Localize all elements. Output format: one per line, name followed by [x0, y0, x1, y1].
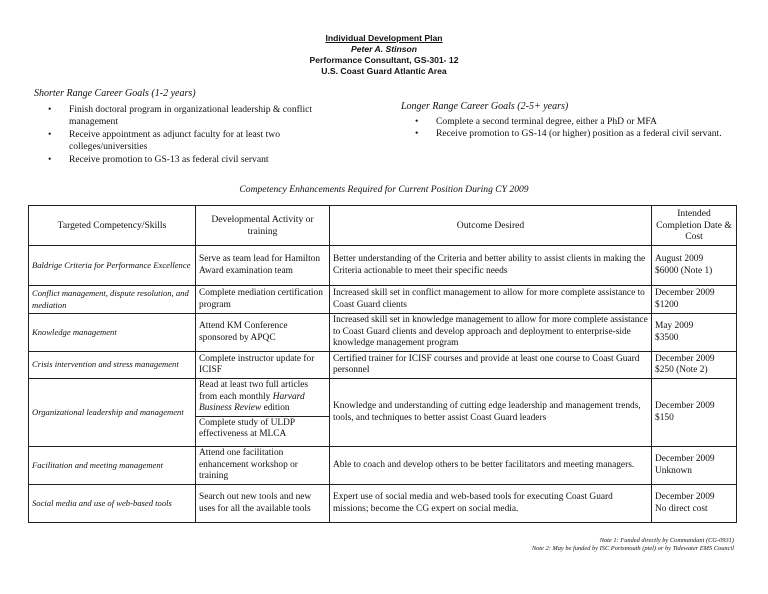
footnotes [532, 537, 734, 554]
list-item: • Receive promotion to GS-13 as federal civil servant [34, 154, 344, 166]
date-cost-cell [652, 485, 737, 523]
competency-cell: Baldrige Criteria for Performance Excellence [29, 246, 196, 286]
longer-goals-list [401, 116, 731, 141]
shorter-goals-title: Shorter Range Career Goals [34, 88, 149, 99]
outcome-cell: Better understanding of the Criteria and better ability to assist clients in making the Criteria actionable to meet their specific needs [330, 246, 652, 286]
publication-title: Harvard Business Review [199, 391, 305, 413]
activity-cell: Search out new tools and new uses for all the available tools [196, 485, 330, 523]
table-row [29, 379, 737, 447]
outcome-cell: Increased skill set in knowledge management to allow for more complete assistance to Coast Guard clients and develop approach and deployment to enterprise-side knowledge management program [330, 314, 652, 352]
outcome-cell: Certified trainer for ICISF courses and provide at least one course to Coast Guard personnel [330, 352, 652, 379]
outcome-cell: Expert use of social media and web-based tools for executing Coast Guard missions; become the CG expert on social media. [330, 485, 652, 523]
outcome-cell: Increased skill set in conflict management to allow for more complete assistance to Coast Guard clients [330, 286, 652, 314]
date-cost-cell [652, 314, 737, 352]
list-item: • Finish doctoral program in organizational leadership & conflict management [34, 104, 344, 129]
cost-text: $1200 [655, 299, 679, 310]
list-item: • Complete a second terminal degree, either a PhD or MFA [401, 116, 731, 128]
longer-goals-title: Longer Range Career Goals [401, 101, 515, 112]
document-header [0, 33, 768, 77]
activity-cell [196, 379, 330, 447]
cost-text: No direct cost [655, 503, 708, 514]
activity-item: Complete study of ULDP effectiveness at MLCA [196, 416, 329, 442]
employee-name: Peter A. Stinson [350, 44, 418, 54]
activity-item [196, 379, 329, 416]
date-text: December 2009 [655, 492, 715, 502]
shorter-goals-heading [34, 88, 196, 99]
cost-text: $250 (Note 2) [655, 365, 708, 375]
shorter-goals-list [34, 104, 344, 166]
activity-cell: Complete mediation certification program [196, 286, 330, 314]
footnote-2: Note 2: May be funded by ISC Portsmouth (ptel) or by Tidewater EMS Council [531, 545, 734, 553]
shorter-goals-range: (1-2 years) [151, 88, 196, 99]
cost-text: $3500 [655, 332, 679, 343]
list-item: • Receive promotion to GS-14 (or higher) position as a federal civil servant. [401, 128, 731, 140]
table-header-row [29, 206, 737, 246]
activity-cell: Complete instructor update for ICISF [196, 352, 330, 379]
footnote-1: Note 1: Funded directly by Commandant (CG-0931) [599, 537, 734, 544]
document-title: Individual Development Plan [325, 33, 443, 43]
competency-cell: Crisis intervention and stress management [29, 352, 196, 379]
date-text: December 2009 [655, 401, 715, 411]
header-activity: Developmental Activity or training [196, 206, 330, 246]
employee-unit: U.S. Coast Guard Atlantic Area [321, 66, 447, 76]
date-cost-cell [652, 246, 737, 286]
header-competency: Targeted Competency/Skills [29, 206, 196, 246]
activity-cell: Attend KM Conference sponsored by APQC [196, 314, 330, 352]
date-cost-cell [652, 352, 737, 379]
table-row [29, 286, 737, 314]
date-cost-cell [652, 447, 737, 485]
date-cost-cell [652, 379, 737, 447]
employee-position: Performance Consultant, GS-301- 12 [309, 55, 459, 65]
header-outcome: Outcome Desired [330, 206, 652, 246]
date-text: August 2009 [655, 254, 704, 264]
table-row [29, 314, 737, 352]
activity-text: edition [261, 403, 290, 413]
table-row [29, 352, 737, 379]
date-text: May 2009 [655, 321, 694, 331]
cost-text: Unknown [655, 465, 692, 476]
table-row [29, 246, 737, 286]
table-row [29, 447, 737, 485]
cost-text: $150 [655, 412, 674, 423]
competency-cell: Conflict management, dispute resolution, and mediation [29, 286, 196, 314]
date-text: December 2009 [655, 288, 715, 298]
date-cost-cell [652, 286, 737, 314]
competency-cell: Knowledge management [29, 314, 196, 352]
longer-goals-heading [401, 101, 568, 112]
activity-cell: Attend one facilitation enhancement workshop or training [196, 447, 330, 485]
longer-goals-range: (2-5+ years) [517, 101, 569, 112]
date-text: December 2009 [655, 353, 715, 364]
competency-cell: Facilitation and meeting management [29, 447, 196, 485]
competency-cell: Organizational leadership and management [29, 379, 196, 447]
list-item: • Receive appointment as adjunct faculty for at least two colleges/universities [34, 129, 344, 154]
outcome-cell: Knowledge and understanding of cutting edge leadership and management trends, tools, and techniques to better assist Coast Guard leaders [330, 379, 652, 447]
table-row [29, 485, 737, 523]
activity-text: Read at least two full articles from each monthly [199, 380, 309, 402]
competency-section-title: Competency Enhancements Required for Current Position During CY 2009 [239, 184, 529, 195]
competency-cell: Social media and use of web-based tools [29, 485, 196, 523]
outcome-cell: Able to coach and develop others to be better facilitators and meeting managers. [330, 447, 652, 485]
date-text: December 2009 [655, 454, 715, 464]
cost-text: $6000 (Note 1) [655, 265, 713, 276]
competency-table [28, 205, 737, 523]
activity-cell: Serve as team lead for Hamilton Award examination team [196, 246, 330, 286]
header-date: Intended Completion Date & Cost [652, 206, 737, 246]
